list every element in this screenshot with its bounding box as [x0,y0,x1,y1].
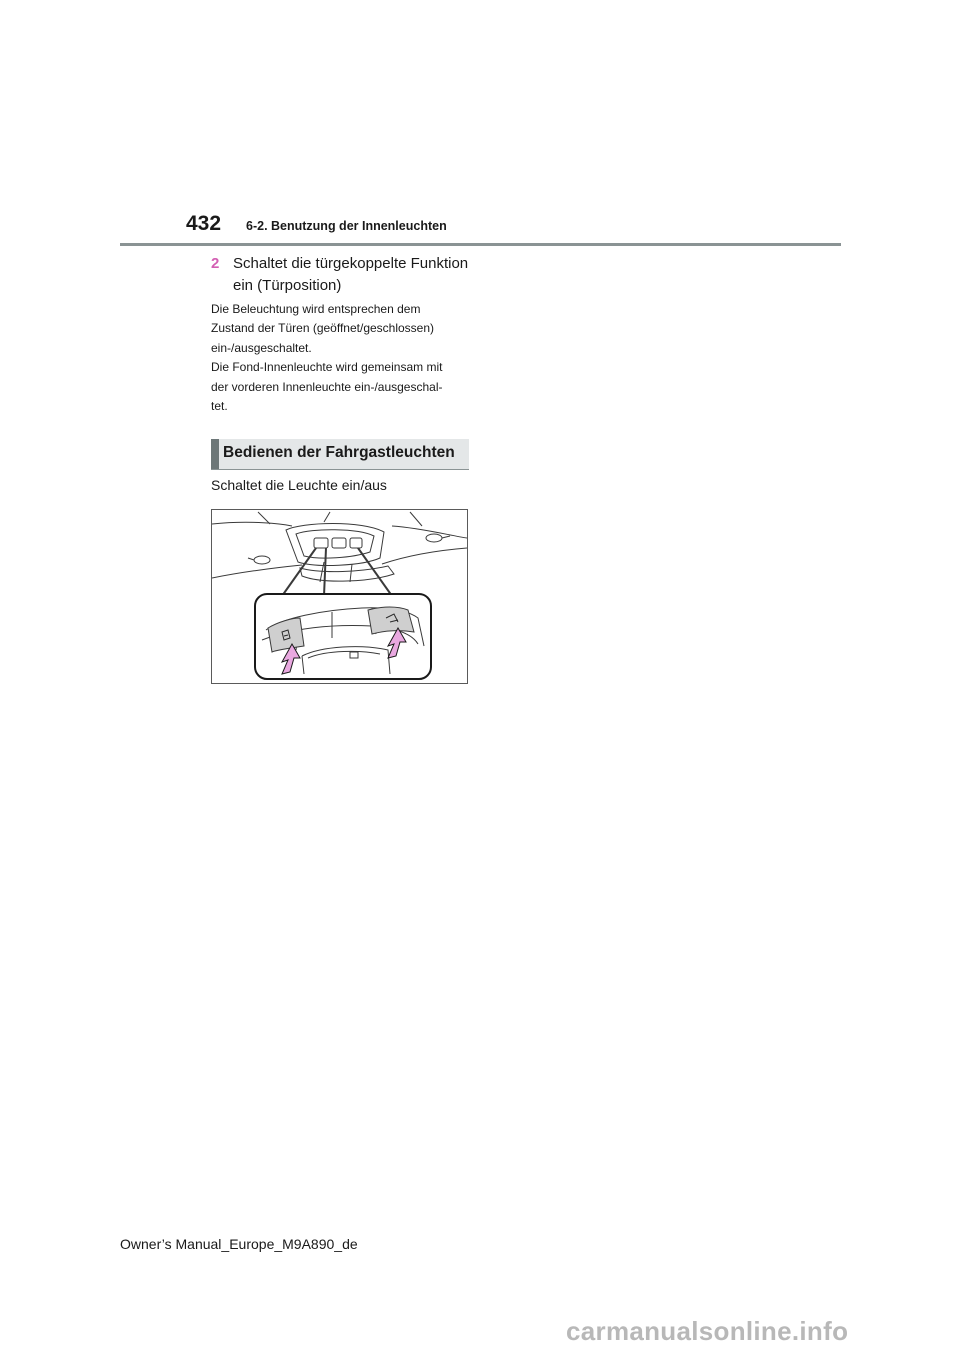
overhead-console-illustration [211,509,468,684]
step-text: Schaltet die türgekoppelte Funktion ein (Türposition) [233,255,469,294]
section-heading-text: Bedienen der Fahrgastleuchten [223,444,455,461]
step-number: 2 [211,255,220,272]
section-title: 6-2. Benutzung der Innenleuchten [246,219,447,233]
body-paragraph: Die Beleuchtung wird entsprechen dem Zustand der Türen (geöffnet/geschlossen) ein-/ausgeschaltet. Die Fond-Innenleuchte wird gemeinsam mit der vorderen Innenleuchte ein-/ausgeschal- tet. [211,302,443,414]
step-item [211,253,471,297]
header-rule [120,243,841,246]
section-heading [211,439,469,470]
caption: Schaltet die Leuchte ein/aus [211,477,387,493]
overhead-console-drawing [212,510,467,683]
page-number: 432 [186,212,222,235]
footer-text: Owner’s Manual_Europe_M9A890_de [120,1236,358,1252]
watermark: carmanualsonline.info [566,1316,849,1346]
heading-accent-bar [211,439,219,469]
